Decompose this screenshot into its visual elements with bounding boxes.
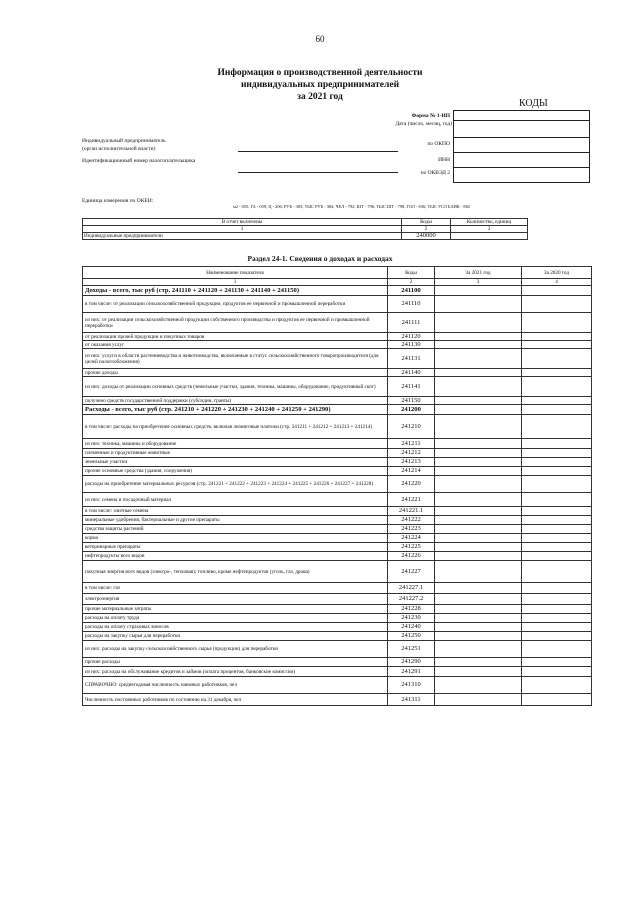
value-2021-cell[interactable] <box>435 641 522 658</box>
report-row-quantity[interactable] <box>451 233 528 240</box>
indicator-code: 241227 <box>388 561 435 583</box>
value-2021-cell[interactable] <box>435 397 522 405</box>
entrepreneur-underline <box>238 151 398 152</box>
table-row <box>83 552 592 561</box>
indicator-name: прочие материальные затраты <box>83 605 388 614</box>
units-value: м2 - 055; ГА - 059; Ц - 206; РУБ - 383; ТЫС РУБ - 384; ЧЕЛ - 792; ШТ - 796; ТЫС ШТ - 798; ГОЛ - 836; ТЫС УСЛ БАНК - 882 <box>233 204 470 209</box>
table-row <box>83 534 592 543</box>
colnum-4: 4 <box>522 279 592 286</box>
indicator-code: 241120 <box>388 333 435 341</box>
value-2020-cell[interactable] <box>522 561 592 583</box>
indicator-code: 241224 <box>388 534 435 543</box>
value-2020-cell[interactable] <box>522 677 592 694</box>
value-2020-cell[interactable] <box>522 614 592 623</box>
value-2021-cell[interactable] <box>435 561 522 583</box>
authority-label: (орган исполнительной власти) <box>82 146 156 152</box>
report-header-included: В отчет включены <box>83 219 402 226</box>
inn-label: ИНН <box>438 157 450 163</box>
report-row-name: Индивидуальные предприниматели <box>83 233 402 240</box>
value-2021-cell[interactable] <box>435 476 522 493</box>
value-2021-cell[interactable] <box>435 525 522 534</box>
value-2021-cell[interactable] <box>435 583 522 594</box>
value-2020-cell[interactable] <box>522 369 592 377</box>
value-2020-cell[interactable] <box>522 516 592 525</box>
value-2021-cell[interactable] <box>435 632 522 641</box>
table-row <box>83 632 592 641</box>
table-row <box>83 449 592 458</box>
indicator-code: 241110 <box>388 296 435 313</box>
indicator-code: 241213 <box>388 458 435 467</box>
indicator-name: расходы на оплату труда <box>83 614 388 623</box>
value-2021-cell[interactable] <box>435 439 522 449</box>
indicator-code: 241214 <box>388 467 435 476</box>
value-2020-cell[interactable] <box>522 449 592 458</box>
indicator-code: 241311 <box>388 694 435 706</box>
okved-label: по ОКВЭД 2 <box>420 170 450 176</box>
indicator-code: 241225 <box>388 543 435 552</box>
value-2020-cell[interactable] <box>522 286 592 296</box>
table-row <box>83 583 592 594</box>
value-2021-cell[interactable] <box>435 415 522 439</box>
indicator-code: 241250 <box>388 632 435 641</box>
header-codes: Коды <box>388 267 435 279</box>
table-row <box>83 614 592 623</box>
indicator-name: из них: семена и посадочный материал <box>83 493 388 507</box>
indicator-code: 241140 <box>388 369 435 377</box>
indicator-code: 241240 <box>388 623 435 632</box>
value-2021-cell[interactable] <box>435 493 522 507</box>
value-2020-cell[interactable] <box>522 667 592 677</box>
indicator-code: 241141 <box>388 377 435 397</box>
value-2020-cell[interactable] <box>522 458 592 467</box>
table-row <box>83 349 592 369</box>
indicator-name: электроэнергия <box>83 594 388 605</box>
report-row-code: 240000 <box>402 233 451 240</box>
value-2020-cell[interactable] <box>522 467 592 476</box>
value-2021-cell[interactable] <box>435 614 522 623</box>
table-row <box>83 458 592 467</box>
indicator-name: в том числе: от реализации сельскохозяйственной продукции, продуктов ее первичной и промышленной переработки <box>83 296 388 313</box>
indicator-name: нефтепродукты всех видов <box>83 552 388 561</box>
indicator-name: минеральные удобрения, бактериальные и другие препараты <box>83 516 388 525</box>
indicator-name: от оказания услуг <box>83 341 388 349</box>
value-2021-cell[interactable] <box>435 377 522 397</box>
value-2021-cell[interactable] <box>435 333 522 341</box>
indicator-name: Расходы - всего, тыс руб (стр. 241210 + 241220 + 241230 + 241240 + 241250 + 241290) <box>83 405 388 415</box>
value-2021-cell[interactable] <box>435 507 522 516</box>
indicator-name: покупная энергия всех видов (электро-, тепловая); топливо, кроме нефтепродуктов (уголь, газ, дрова) <box>83 561 388 583</box>
value-2021-cell[interactable] <box>435 458 522 467</box>
okpo-code-box[interactable] <box>453 137 590 153</box>
indicator-name: в том числе: газ <box>83 583 388 594</box>
table-row <box>83 543 592 552</box>
report-colnum-3: 3 <box>451 226 528 233</box>
indicator-name: прочие расходы <box>83 658 388 667</box>
table-row <box>83 467 592 476</box>
table-row <box>83 439 592 449</box>
value-2021-cell[interactable] <box>435 296 522 313</box>
indicator-name: земельные участки <box>83 458 388 467</box>
indicator-name: СПРАВОЧНО: среднегодовая численность наемных работников, чел <box>83 677 388 694</box>
table-row <box>83 594 592 605</box>
colnum-3: 3 <box>435 279 522 286</box>
value-2020-cell[interactable] <box>522 377 592 397</box>
indicator-code: 241221.1 <box>388 507 435 516</box>
value-2021-cell[interactable] <box>435 594 522 605</box>
value-2021-cell[interactable] <box>435 605 522 614</box>
value-2020-cell[interactable] <box>522 397 592 405</box>
table-row <box>83 605 592 614</box>
form-number-label: Форма № 1-ИП <box>411 113 450 119</box>
table-row <box>83 667 592 677</box>
title-line-2: индивидуальных предпринимателей <box>240 80 400 90</box>
colnum-2: 2 <box>388 279 435 286</box>
table-row <box>83 377 592 397</box>
table-row <box>83 694 592 706</box>
header-year-2020: За 2020 год <box>522 267 592 279</box>
value-2021-cell[interactable] <box>435 516 522 525</box>
colnum-1: 1 <box>83 279 388 286</box>
indicator-name: Численность постоянных работников по состоянию на 31 декабря, чел <box>83 694 388 706</box>
table-row <box>83 333 592 341</box>
value-2020-cell[interactable] <box>522 658 592 667</box>
value-2020-cell[interactable] <box>522 493 592 507</box>
entrepreneur-label: Индивидуальный предприниматель <box>82 138 166 144</box>
section-title: Раздел 24-1. Сведения о доходах и расходах <box>247 254 393 263</box>
indicator-code: 241130 <box>388 341 435 349</box>
indicator-code: 241226 <box>388 552 435 561</box>
table-row <box>83 397 592 405</box>
value-2020-cell[interactable] <box>522 623 592 632</box>
indicator-name: из них: техника, машины и оборудование <box>83 439 388 449</box>
indicator-name: из них: расходы на закупку сельскохозяйственного сырья (продукции) для переработки <box>83 641 388 658</box>
indicator-code: 241210 <box>388 415 435 439</box>
value-2020-cell[interactable] <box>522 534 592 543</box>
table-row <box>83 369 592 377</box>
header-indicator: Наименование показателя <box>83 267 388 279</box>
table-row <box>83 516 592 525</box>
value-2021-cell[interactable] <box>435 349 522 369</box>
indicator-code: 241222 <box>388 516 435 525</box>
value-2020-cell[interactable] <box>522 439 592 449</box>
indicator-code: 241291 <box>388 667 435 677</box>
indicator-name: племенные и продуктивные животные <box>83 449 388 458</box>
table-row <box>83 525 592 534</box>
indicator-name: от реализации прочей продукции и покупных товаров <box>83 333 388 341</box>
indicator-name: расходы на закупку сырья для переработки <box>83 632 388 641</box>
table-row <box>83 623 592 632</box>
value-2020-cell[interactable] <box>522 632 592 641</box>
table-row <box>83 476 592 493</box>
value-2021-cell[interactable] <box>435 405 522 415</box>
value-2020-cell[interactable] <box>522 694 592 706</box>
value-2020-cell[interactable] <box>522 552 592 561</box>
indicator-code: 241212 <box>388 449 435 458</box>
table-row <box>83 561 592 583</box>
indicator-code: 241251 <box>388 641 435 658</box>
indicator-name: из них: расходы на обслуживание кредитов и займов (оплата процентов, банковские комиссии) <box>83 667 388 677</box>
report-header-quantity: Количество, единиц <box>451 219 528 226</box>
okved-code-box[interactable] <box>453 167 590 183</box>
value-2021-cell[interactable] <box>435 694 522 706</box>
indicator-name: в том числе: расходы на приобретение основных средств, включая лизинговые платежи (стр. 241211 + 241212 + 241213 + 241214) <box>83 415 388 439</box>
tax-id-underline <box>238 172 398 173</box>
value-2021-cell[interactable] <box>435 449 522 458</box>
report-table <box>82 218 528 240</box>
indicator-name: прочие основные средства (здания, сооружения) <box>83 467 388 476</box>
indicator-name: прочие доходы <box>83 369 388 377</box>
indicator-code: 241290 <box>388 658 435 667</box>
value-2020-cell[interactable] <box>522 349 592 369</box>
title-line-1: Информация о производственной деятельности <box>217 68 423 78</box>
indicator-name: ветеринарные препараты <box>83 543 388 552</box>
value-2020-cell[interactable] <box>522 415 592 439</box>
value-2021-cell[interactable] <box>435 658 522 667</box>
value-2021-cell[interactable] <box>435 677 522 694</box>
value-2021-cell[interactable] <box>435 552 522 561</box>
indicator-code: 241211 <box>388 439 435 449</box>
table-row <box>83 658 592 667</box>
table-row <box>83 493 592 507</box>
indicator-name: из них: доходы от реализации основных средств (земельные участки, здания, техника, машины, оборудование, продуктивный скот) <box>83 377 388 397</box>
value-2021-cell[interactable] <box>435 543 522 552</box>
value-2020-cell[interactable] <box>522 476 592 493</box>
indicator-code: 241228 <box>388 605 435 614</box>
value-2021-cell[interactable] <box>435 467 522 476</box>
value-2020-cell[interactable] <box>522 313 592 333</box>
table-row <box>83 405 592 415</box>
value-2020-cell[interactable] <box>522 341 592 349</box>
date-code-box[interactable] <box>453 120 590 138</box>
okpo-label: по ОКПО <box>427 141 450 147</box>
table-row <box>83 507 592 516</box>
indicator-name: получено средств государственной поддержки (субсидии, гранты) <box>83 397 388 405</box>
value-2020-cell[interactable] <box>522 507 592 516</box>
indicator-name: Доходы - всего, тыс руб (стр. 241110 + 241120 + 241130 + 241140 + 241150) <box>83 286 388 296</box>
value-2021-cell[interactable] <box>435 369 522 377</box>
value-2021-cell[interactable] <box>435 313 522 333</box>
value-2020-cell[interactable] <box>522 525 592 534</box>
table-row <box>83 415 592 439</box>
indicator-name: из них: от реализации сельскохозяйственной продукции собственного производства и продуктов ее первичной и промышленной переработки <box>83 313 388 333</box>
indicator-code: 241227.2 <box>388 594 435 605</box>
value-2020-cell[interactable] <box>522 405 592 415</box>
income-expense-table <box>82 266 592 706</box>
page-number: 60 <box>315 34 325 44</box>
value-2020-cell[interactable] <box>522 641 592 658</box>
value-2021-cell[interactable] <box>435 667 522 677</box>
inn-code-box[interactable] <box>453 152 590 168</box>
indicator-name: расходы на приобретение материальных ресурсов (стр. 241221 + 241222 + 241223 + 241224 + 241225 + 241226 + 241227 + 241228) <box>83 476 388 493</box>
indicator-code: 241221 <box>388 493 435 507</box>
indicator-name: корма <box>83 534 388 543</box>
value-2021-cell[interactable] <box>435 286 522 296</box>
indicator-code: 241227.1 <box>388 583 435 594</box>
table-row <box>83 296 592 313</box>
units-label: Единица измерения по ОКЕИ: <box>82 198 154 204</box>
table-row <box>83 341 592 349</box>
value-2020-cell[interactable] <box>522 583 592 594</box>
codes-header: КОДЫ <box>519 98 548 109</box>
value-2020-cell[interactable] <box>522 543 592 552</box>
tax-id-label: Идентификационный номер налогоплательщика <box>82 158 196 164</box>
indicator-name: из них: услуги в области растениеводства и животноводства, включаемые в статус сельскохозяйственного товаропроизводителя (для целей налогообложения) <box>83 349 388 369</box>
indicator-code: 241310 <box>388 677 435 694</box>
header-year-2021: За 2021 год <box>435 267 522 279</box>
value-2021-cell[interactable] <box>435 623 522 632</box>
table-row <box>83 677 592 694</box>
report-colnum-2: 2 <box>402 226 451 233</box>
value-2020-cell[interactable] <box>522 594 592 605</box>
indicator-code: 241200 <box>388 405 435 415</box>
table-row <box>83 313 592 333</box>
indicator-code: 241220 <box>388 476 435 493</box>
indicator-code: 241131 <box>388 349 435 369</box>
indicator-name: средства защиты растений <box>83 525 388 534</box>
value-2020-cell[interactable] <box>522 333 592 341</box>
report-header-codes: Коды <box>402 219 451 226</box>
report-colnum-1: 1 <box>83 226 402 233</box>
title-line-3: за 2021 год <box>297 92 343 102</box>
table-row <box>83 641 592 658</box>
date-label: Дата (число, месяц, год) <box>395 121 452 127</box>
value-2020-cell[interactable] <box>522 605 592 614</box>
value-2020-cell[interactable] <box>522 296 592 313</box>
indicator-code: 241230 <box>388 614 435 623</box>
indicator-name: расходы на оплату страховых взносов <box>83 623 388 632</box>
indicator-code: 241100 <box>388 286 435 296</box>
table-body <box>83 286 592 706</box>
indicator-name: в том числе: элитные семена <box>83 507 388 516</box>
table-row <box>83 286 592 296</box>
indicator-code: 241223 <box>388 525 435 534</box>
indicator-code: 241111 <box>388 313 435 333</box>
value-2021-cell[interactable] <box>435 534 522 543</box>
indicator-code: 241150 <box>388 397 435 405</box>
value-2021-cell[interactable] <box>435 341 522 349</box>
